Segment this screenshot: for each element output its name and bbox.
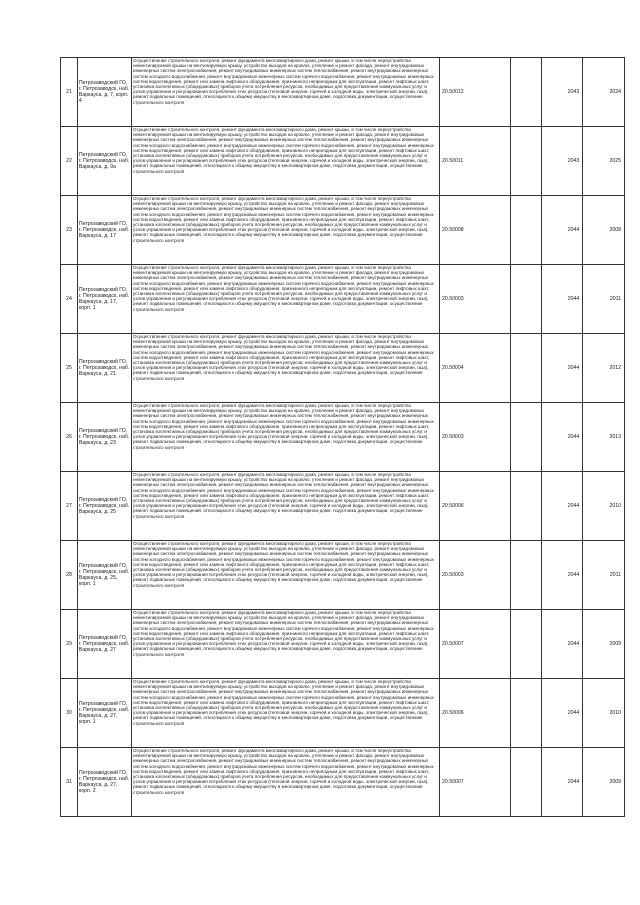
works-text: Осуществление строительного контроля, ремонт фундамента многоквартирного дома, ремонт крыши, в том числе переустройство невентилируемой крыши на вентилируемую крышу, устройство выходов на кровлю, утепление и ремонт фасада, ремонт внутридомовых инженерных систем электроснабжения, ремонт внутридомовых инженерных систем теплоснабжения, ремонт внутридомовых инженерных систем холодного водоснабжения, ремонт внутридомовых инженерных систем горячего водоснабжения, ремонт внутридомовых инженерных систем водоотведения, ремонт или замена лифтового оборудования, признанного непригодным для эксплуатации, ремонт лифтовых шахт, установка коллективных (общедомовых) приборов учета потребления ресурсов, необходимых для предоставления коммунальных услуг и узлов управления и регулирования потребления этих ресурсов (тепловой энергии, горячей и холодной воды, электрической энергии, газа), ремонт подвальных помещений, относящихся к общему имуществу в многоквартирном доме, подготовка документации, осуществление строительного контроля xyxy=(133,541,434,588)
year-start-cell: 2044 xyxy=(541,679,583,748)
row-number: 31 xyxy=(61,748,78,817)
works-text: Осуществление строительного контроля, ремонт фундамента многоквартирного дома, ремонт крыши, в том числе переустройство невентилируемой крыши на вентилируемую крышу, устройство выходов на кровлю, утепление и ремонт фасада, ремонт внутридомовых инженерных систем электроснабжения, ремонт внутридомовых инженерных систем теплоснабжения, ремонт внутридомовых инженерных систем холодного водоснабжения, ремонт внутридомовых инженерных систем горячего водоснабжения, ремонт внутридомовых инженерных систем водоотведения, ремонт или замена лифтового оборудования, признанного непригодным для эксплуатации, ремонт лифтовых шахт, установка коллективных (общедомовых) приборов учета потребления ресурсов, необходимых для предоставления коммунальных услуг и узлов управления и регулирования потребления этих ресурсов (тепловой энергии, горячей и холодной воды, электрической энергии, газа), ремонт подвальных помещений, относящихся к общему имуществу в многоквартирном доме, подготовка документации, осуществление строительного контроля xyxy=(133,748,434,795)
table-row xyxy=(61,265,625,334)
empty-cell xyxy=(511,748,541,817)
address-cell: Петрозаводский ГО, г. Петрозаводск, наб. Варкауса, д. 23 xyxy=(77,403,131,472)
year-start-cell: 2044 xyxy=(541,541,583,610)
year-start-cell: 2044 xyxy=(541,748,583,817)
year-start-cell: 2044 xyxy=(541,610,583,679)
table-row xyxy=(61,196,625,265)
row-number: 28 xyxy=(61,541,78,610)
code-cell: 20.50012 xyxy=(439,58,510,127)
table-row xyxy=(61,748,625,817)
code-cell: 20.50008 xyxy=(439,196,510,265)
table-body xyxy=(61,58,625,817)
year-start-cell: 2044 xyxy=(541,403,583,472)
table-row xyxy=(61,472,625,541)
works-cell xyxy=(132,472,440,541)
works-text: Осуществление строительного контроля, ремонт фундамента многоквартирного дома, ремонт крыши, в том числе переустройство невентилируемой крыши на вентилируемую крышу, устройство выходов на кровлю, утепление и ремонт фасада, ремонт внутридомовых инженерных систем электроснабжения, ремонт внутридомовых инженерных систем теплоснабжения, ремонт внутридомовых инженерных систем холодного водоснабжения, ремонт внутридомовых инженерных систем горячего водоснабжения, ремонт внутридомовых инженерных систем водоотведения, ремонт или замена лифтового оборудования, признанного непригодным для эксплуатации, ремонт лифтовых шахт, установка коллективных (общедомовых) приборов учета потребления ресурсов, необходимых для предоставления коммунальных услуг и узлов управления и регулирования потребления этих ресурсов (тепловой энергии, горячей и холодной воды, электрической энергии, газа), ремонт подвальных помещений, относящихся к общему имуществу в многоквартирном доме, подготовка документации, осуществление строительного контроля xyxy=(133,127,434,174)
address-cell: Петрозаводский ГО, г. Петрозаводск, наб. Варкауса, д. 25 xyxy=(77,472,131,541)
works-cell xyxy=(132,127,440,196)
year-start-cell: 2043 xyxy=(541,58,583,127)
works-text: Осуществление строительного контроля, ремонт фундамента многоквартирного дома, ремонт крыши, в том числе переустройство невентилируемой крыши на вентилируемую крышу, устройство выходов на кровлю, утепление и ремонт фасада, ремонт внутридомовых инженерных систем электроснабжения, ремонт внутридомовых инженерных систем теплоснабжения, ремонт внутридомовых инженерных систем холодного водоснабжения, ремонт внутридомовых инженерных систем горячего водоснабжения, ремонт внутридомовых инженерных систем водоотведения, ремонт или замена лифтового оборудования, признанного непригодным для эксплуатации, ремонт лифтовых шахт, установка коллективных (общедомовых) приборов учета потребления ресурсов, необходимых для предоставления коммунальных услуг и узлов управления и регулирования потребления этих ресурсов (тепловой энергии, горячей и холодной воды, электрической энергии, газа), ремонт подвальных помещений, относящихся к общему имуществу в многоквартирном доме, подготовка документации, осуществление строительного контроля xyxy=(133,265,434,312)
code-cell: 20.50003 xyxy=(439,265,510,334)
row-number: 26 xyxy=(61,403,78,472)
address-cell: Петрозаводский ГО, г. Петрозаводск, наб. Варкауса, д. 9а xyxy=(77,127,131,196)
address-cell: Петрозаводский ГО, г. Петрозаводск, наб. Варкауса, д. 27 xyxy=(77,610,131,679)
year-end-cell: 2011 xyxy=(583,265,625,334)
code-cell: 20.50007 xyxy=(439,610,510,679)
year-end-cell: 2012 xyxy=(583,334,625,403)
works-cell xyxy=(132,265,440,334)
year-start-cell: 2044 xyxy=(541,196,583,265)
address-cell: Петрозаводский ГО, г. Петрозаводск, наб. Варкауса, д. 27, корп. 1 xyxy=(77,679,131,748)
empty-cell xyxy=(511,127,541,196)
code-cell: 20.50006 xyxy=(439,472,510,541)
year-start-cell: 2044 xyxy=(541,472,583,541)
table-row xyxy=(61,541,625,610)
works-cell xyxy=(132,58,440,127)
code-cell: 20.50006 xyxy=(439,679,510,748)
row-number: 27 xyxy=(61,472,78,541)
year-end-cell: 2009 xyxy=(583,748,625,817)
year-start-cell: 2044 xyxy=(541,265,583,334)
year-end-cell: 2011 xyxy=(583,541,625,610)
table-row xyxy=(61,610,625,679)
row-number: 21 xyxy=(61,58,78,127)
empty-cell xyxy=(511,403,541,472)
code-cell: 20.50003 xyxy=(439,403,510,472)
year-end-cell: 2010 xyxy=(583,679,625,748)
works-cell xyxy=(132,679,440,748)
table-row xyxy=(61,334,625,403)
works-text: Осуществление строительного контроля, ремонт фундамента многоквартирного дома, ремонт крыши, в том числе переустройство невентилируемой крыши на вентилируемую крышу, устройство выходов на кровлю, утепление и ремонт фасада, ремонт внутридомовых инженерных систем электроснабжения, ремонт внутридомовых инженерных систем теплоснабжения, ремонт внутридомовых инженерных систем холодного водоснабжения, ремонт внутридомовых инженерных систем горячего водоснабжения, ремонт внутридомовых инженерных систем водоотведения, ремонт или замена лифтового оборудования, признанного непригодным для эксплуатации, ремонт лифтовых шахт, установка коллективных (общедомовых) приборов учета потребления ресурсов, необходимых для предоставления коммунальных услуг и узлов управления и регулирования потребления этих ресурсов (тепловой энергии, горячей и холодной воды, электрической энергии, газа), ремонт подвальных помещений, относящихся к общему имуществу в многоквартирном доме, подготовка документации, осуществление строительного контроля xyxy=(133,334,434,381)
row-number: 29 xyxy=(61,610,78,679)
empty-cell xyxy=(511,334,541,403)
empty-cell xyxy=(511,541,541,610)
address-cell: Петрозаводский ГО, г. Петрозаводск, наб. Варкауса, д. 17 xyxy=(77,196,131,265)
address-cell: Петрозаводский ГО, г. Петрозаводск, наб. Варкауса, д. 25, корп. 1 xyxy=(77,541,131,610)
works-cell xyxy=(132,610,440,679)
works-text: Осуществление строительного контроля, ремонт фундамента многоквартирного дома, ремонт крыши, в том числе переустройство невентилируемой крыши на вентилируемую крышу, устройство выходов на кровлю, утепление и ремонт фасада, ремонт внутридомовых инженерных систем электроснабжения, ремонт внутридомовых инженерных систем теплоснабжения, ремонт внутридомовых инженерных систем холодного водоснабжения, ремонт внутридомовых инженерных систем горячего водоснабжения, ремонт внутридомовых инженерных систем водоотведения, ремонт или замена лифтового оборудования, признанного непригодным для эксплуатации, ремонт лифтовых шахт, установка коллективных (общедомовых) приборов учета потребления ресурсов, необходимых для предоставления коммунальных услуг и узлов управления и регулирования потребления этих ресурсов (тепловой энергии, горячей и холодной воды, электрической энергии, газа), ремонт подвальных помещений, относящихся к общему имуществу в многоквартирном доме, подготовка документации, осуществление строительного контроля xyxy=(133,58,434,105)
address-cell: Петрозаводский ГО, г. Петрозаводск, наб. Варкауса, д. 17, корп. 1 xyxy=(77,265,131,334)
year-end-cell: 2024 xyxy=(583,58,625,127)
works-cell xyxy=(132,403,440,472)
code-cell: 20.50007 xyxy=(439,748,510,817)
works-text: Осуществление строительного контроля, ремонт фундамента многоквартирного дома, ремонт крыши, в том числе переустройство невентилируемой крыши на вентилируемую крышу, устройство выходов на кровлю, утепление и ремонт фасада, ремонт внутридомовых инженерных систем электроснабжения, ремонт внутридомовых инженерных систем теплоснабжения, ремонт внутридомовых инженерных систем холодного водоснабжения, ремонт внутридомовых инженерных систем горячего водоснабжения, ремонт внутридомовых инженерных систем водоотведения, ремонт или замена лифтового оборудования, признанного непригодным для эксплуатации, ремонт лифтовых шахт, установка коллективных (общедомовых) приборов учета потребления ресурсов, необходимых для предоставления коммунальных услуг и узлов управления и регулирования потребления этих ресурсов (тепловой энергии, горячей и холодной воды, электрической энергии, газа), ремонт подвальных помещений, относящихся к общему имуществу в многоквартирном доме, подготовка документации, осуществление строительного контроля xyxy=(133,610,434,657)
year-start-cell: 2043 xyxy=(541,127,583,196)
row-number: 25 xyxy=(61,334,78,403)
capital-repair-table xyxy=(60,57,625,817)
works-cell xyxy=(132,748,440,817)
row-number: 22 xyxy=(61,127,78,196)
works-text: Осуществление строительного контроля, ремонт фундамента многоквартирного дома, ремонт крыши, в том числе переустройство невентилируемой крыши на вентилируемую крышу, устройство выходов на кровлю, утепление и ремонт фасада, ремонт внутридомовых инженерных систем электроснабжения, ремонт внутридомовых инженерных систем теплоснабжения, ремонт внутридомовых инженерных систем холодного водоснабжения, ремонт внутридомовых инженерных систем горячего водоснабжения, ремонт внутридомовых инженерных систем водоотведения, ремонт или замена лифтового оборудования, признанного непригодным для эксплуатации, ремонт лифтовых шахт, установка коллективных (общедомовых) приборов учета потребления ресурсов, необходимых для предоставления коммунальных услуг и узлов управления и регулирования потребления этих ресурсов (тепловой энергии, горячей и холодной воды, электрической энергии, газа), ремонт подвальных помещений, относящихся к общему имуществу в многоквартирном доме, подготовка документации, осуществление строительного контроля xyxy=(133,679,434,726)
code-cell: 20.50003 xyxy=(439,541,510,610)
row-number: 24 xyxy=(61,265,78,334)
empty-cell xyxy=(511,265,541,334)
works-text: Осуществление строительного контроля, ремонт фундамента многоквартирного дома, ремонт крыши, в том числе переустройство невентилируемой крыши на вентилируемую крышу, устройство выходов на кровлю, утепление и ремонт фасада, ремонт внутридомовых инженерных систем электроснабжения, ремонт внутридомовых инженерных систем теплоснабжения, ремонт внутридомовых инженерных систем холодного водоснабжения, ремонт внутридомовых инженерных систем горячего водоснабжения, ремонт внутридомовых инженерных систем водоотведения, ремонт или замена лифтового оборудования, признанного непригодным для эксплуатации, ремонт лифтовых шахт, установка коллективных (общедомовых) приборов учета потребления ресурсов, необходимых для предоставления коммунальных услуг и узлов управления и регулирования потребления этих ресурсов (тепловой энергии, горячей и холодной воды, электрической энергии, газа), ремонт подвальных помещений, относящихся к общему имуществу в многоквартирном доме, подготовка документации, осуществление строительного контроля xyxy=(133,196,434,243)
table-row xyxy=(61,403,625,472)
year-end-cell: 2008 xyxy=(583,196,625,265)
empty-cell xyxy=(511,610,541,679)
works-cell xyxy=(132,541,440,610)
empty-cell xyxy=(511,679,541,748)
year-end-cell: 2009 xyxy=(583,610,625,679)
empty-cell xyxy=(511,58,541,127)
row-number: 30 xyxy=(61,679,78,748)
year-start-cell: 2044 xyxy=(541,334,583,403)
year-end-cell: 2025 xyxy=(583,127,625,196)
table-row xyxy=(61,679,625,748)
code-cell: 20.50004 xyxy=(439,334,510,403)
empty-cell xyxy=(511,196,541,265)
works-cell xyxy=(132,196,440,265)
table-row xyxy=(61,58,625,127)
works-cell xyxy=(132,334,440,403)
table-row xyxy=(61,127,625,196)
row-number: 23 xyxy=(61,196,78,265)
code-cell: 20.50011 xyxy=(439,127,510,196)
address-cell: Петрозаводский ГО, г. Петрозаводск, наб. Варкауса, д. 27, корп. 2 xyxy=(77,748,131,817)
year-end-cell: 2013 xyxy=(583,403,625,472)
address-cell: Петрозаводский ГО, г. Петрозаводск, наб. Варкауса, д. 21 xyxy=(77,334,131,403)
works-text: Осуществление строительного контроля, ремонт фундамента многоквартирного дома, ремонт крыши, в том числе переустройство невентилируемой крыши на вентилируемую крышу, устройство выходов на кровлю, утепление и ремонт фасада, ремонт внутридомовых инженерных систем электроснабжения, ремонт внутридомовых инженерных систем теплоснабжения, ремонт внутридомовых инженерных систем холодного водоснабжения, ремонт внутридомовых инженерных систем горячего водоснабжения, ремонт внутридомовых инженерных систем водоотведения, ремонт или замена лифтового оборудования, признанного непригодным для эксплуатации, ремонт лифтовых шахт, установка коллективных (общедомовых) приборов учета потребления ресурсов, необходимых для предоставления коммунальных услуг и узлов управления и регулирования потребления этих ресурсов (тепловой энергии, горячей и холодной воды, электрической энергии, газа), ремонт подвальных помещений, относящихся к общему имуществу в многоквартирном доме, подготовка документации, осуществление строительного контроля xyxy=(133,403,434,450)
year-end-cell: 2010 xyxy=(583,472,625,541)
works-text: Осуществление строительного контроля, ремонт фундамента многоквартирного дома, ремонт крыши, в том числе переустройство невентилируемой крыши на вентилируемую крышу, устройство выходов на кровлю, утепление и ремонт фасада, ремонт внутридомовых инженерных систем электроснабжения, ремонт внутридомовых инженерных систем теплоснабжения, ремонт внутридомовых инженерных систем холодного водоснабжения, ремонт внутридомовых инженерных систем горячего водоснабжения, ремонт внутридомовых инженерных систем водоотведения, ремонт или замена лифтового оборудования, признанного непригодным для эксплуатации, ремонт лифтовых шахт, установка коллективных (общедомовых) приборов учета потребления ресурсов, необходимых для предоставления коммунальных услуг и узлов управления и регулирования потребления этих ресурсов (тепловой энергии, горячей и холодной воды, электрической энергии, газа), ремонт подвальных помещений, относящихся к общему имуществу в многоквартирном доме, подготовка документации, осуществление строительного контроля xyxy=(133,472,434,519)
address-cell: Петрозаводский ГО, г. Петрозаводск, наб. Варкауса, д. 7, корп. 4 xyxy=(77,58,131,127)
empty-cell xyxy=(511,472,541,541)
